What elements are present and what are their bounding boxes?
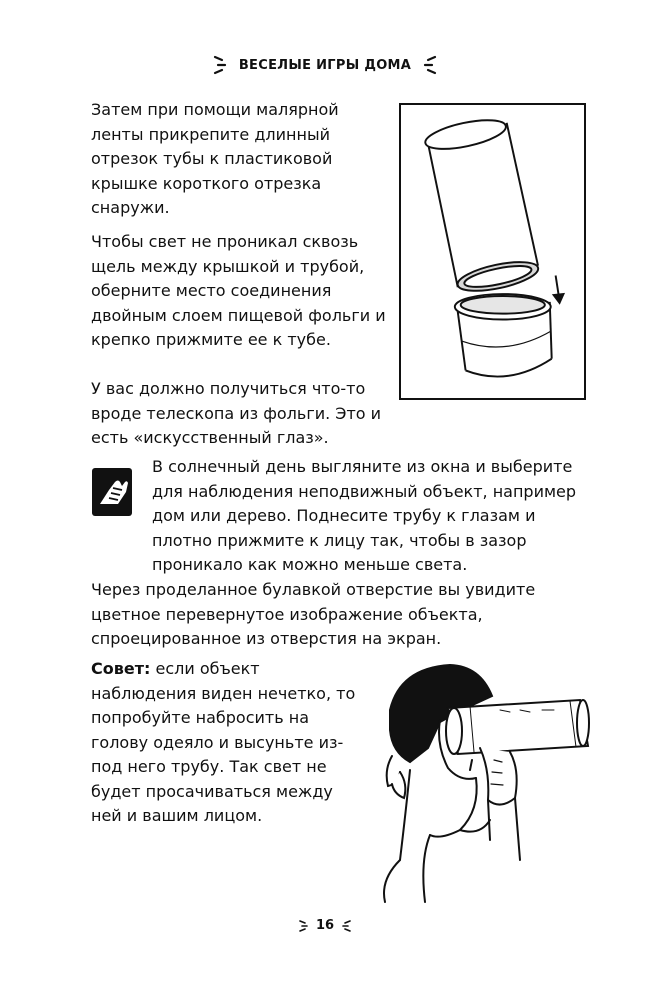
pointing-hand-icon bbox=[92, 468, 132, 516]
header-right-dashes-icon bbox=[421, 54, 437, 76]
girl-with-telescope-illustration bbox=[370, 660, 610, 905]
footer-right-dashes-icon bbox=[341, 919, 351, 933]
running-header bbox=[0, 50, 650, 80]
paragraph-wrap-foil: Чтобы свет не проникал сквозь щель между крышкой и трубой, оберните место соединения двойным слоем пищевой фольги и крепко прижмите ее к тубе. bbox=[91, 232, 386, 349]
page-number: 16 bbox=[315, 918, 335, 933]
header-left-dashes-icon bbox=[213, 54, 229, 76]
tip-text: если объект наблюдения виден нечетко, то попробуйте набросить на голову одеяло и высуньте из-под него трубу. Так свет не будет просачиваться между ней и вашим лицом. bbox=[91, 659, 356, 825]
tube-and-lid-drawing bbox=[401, 105, 584, 398]
tip-paragraph bbox=[91, 657, 361, 829]
footer-left-dashes-icon bbox=[299, 919, 309, 933]
paragraph-inverted-image: Через проделанное булавкой отверстие вы увидите цветное перевернутое изображение объекта, спроецированное из отверстия на экран. bbox=[91, 580, 536, 648]
paragraph-attach-tube: Затем при помощи малярной ленты прикрепите длинный отрезок тубы к пластиковой крышке короткого отрезка снаружи. bbox=[91, 100, 339, 217]
telescope-assembly-illustration bbox=[399, 103, 586, 400]
header-title: ВЕСЕЛЫЕ ИГРЫ ДОМА bbox=[238, 57, 412, 73]
page-footer bbox=[0, 918, 650, 933]
paragraph-look-out-window: В солнечный день выгляните из окна и выберите для наблюдения неподвижный объект, например дом или дерево. Поднесите трубу к глазам и плотно прижмите к лицу так, чтобы в зазор проникало как можно меньше света. bbox=[152, 457, 577, 574]
tip-label: Совет: bbox=[91, 659, 151, 678]
paragraph-artificial-eye: У вас должно получиться что-то вроде телескопа из фольги. Это и есть «искусственный глаз». bbox=[91, 379, 382, 447]
